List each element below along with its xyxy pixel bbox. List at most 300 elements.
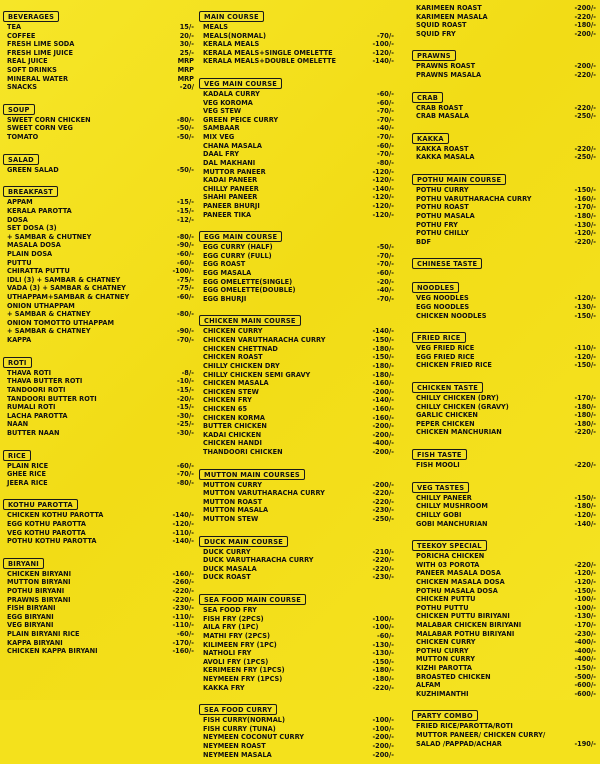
menu-item-price: -220/- xyxy=(372,683,394,692)
menu-item-name: NEYMEEN ROAST xyxy=(203,742,266,750)
menu-item-price: -220/- xyxy=(574,461,596,470)
menu-item-price: -200/- xyxy=(372,480,394,489)
menu-item xyxy=(412,731,598,740)
menu-item-price: -180/- xyxy=(372,674,394,683)
menu-item xyxy=(3,250,196,259)
menu-item-price: -70/- xyxy=(377,133,394,142)
section-heading: BREAKFAST xyxy=(3,186,58,197)
menu-item xyxy=(199,649,396,658)
menu-item-name: JEERA RICE xyxy=(7,478,48,487)
menu-item xyxy=(3,293,196,302)
menu-item-price: -150/- xyxy=(574,361,596,370)
menu-item xyxy=(199,431,396,440)
menu-item xyxy=(199,742,396,751)
menu-item xyxy=(3,470,196,479)
menu-item-name: KAKKA FRY xyxy=(203,683,245,692)
menu-item-price: -200/- xyxy=(372,430,394,439)
menu-item-name: MUTTON CURRY xyxy=(416,655,475,664)
menu-item xyxy=(412,411,598,420)
menu-item-price: -50/- xyxy=(377,243,394,252)
menu-item-name: KUZHIMANTHI xyxy=(416,689,469,698)
menu-item-name: EGG FRIED RICE xyxy=(416,352,475,361)
menu-item-price: -160/- xyxy=(574,194,596,203)
menu-item-name: CHICKEN CHETTNAD xyxy=(203,344,278,353)
menu-item-name: VEG FRIED RICE xyxy=(416,344,475,353)
menu-item xyxy=(199,40,396,49)
section-heading: FRIED RICE xyxy=(412,332,466,343)
menu-item xyxy=(3,596,196,605)
menu-item-name: EGG OMELETTE(DOUBLE) xyxy=(203,286,296,295)
menu-item xyxy=(199,716,396,725)
menu-item xyxy=(3,327,196,336)
menu-item xyxy=(199,658,396,667)
menu-item-price: -140/- xyxy=(372,327,394,336)
menu-item-name: CHICKEN VARUTHARACHA CURRY xyxy=(203,336,326,345)
menu-item-name: BDF xyxy=(416,237,431,246)
menu-item xyxy=(199,481,396,490)
menu-item-name: CHILLY MUSHROOM xyxy=(416,502,488,511)
menu-item xyxy=(3,267,196,276)
menu-item-name: KERALA MEALS+DOUBLE OMELETTE xyxy=(203,57,336,66)
menu-item-price: -75/- xyxy=(177,284,194,293)
menu-item-price: -60/- xyxy=(177,249,194,258)
menu-item-name: KERIMEEN FRY (1PCS) xyxy=(203,666,285,675)
menu-item-price: -120/- xyxy=(574,294,596,303)
menu-item-price: -400/- xyxy=(574,646,596,655)
menu-item-price: -180/- xyxy=(574,211,596,220)
menu-item-name: MEALS xyxy=(203,23,229,31)
menu-item-name: KADALA CURRY xyxy=(203,90,260,99)
menu-item-price: -120/- xyxy=(372,193,394,202)
menu-item xyxy=(412,673,598,682)
menu-item-price: -250/- xyxy=(574,112,596,121)
menu-item xyxy=(199,725,396,734)
menu-section xyxy=(412,85,598,121)
menu-item-price: -220/- xyxy=(574,237,596,246)
menu-item-price: -40/- xyxy=(377,286,394,295)
menu-item xyxy=(412,186,598,195)
menu-item-name: FISH CURRY (TUNA) xyxy=(203,724,276,733)
menu-item xyxy=(412,71,598,80)
menu-item-price: -230/- xyxy=(372,573,394,582)
menu-item-name: CHILLY CHICKEN (DRY) xyxy=(416,394,499,403)
menu-item-price: -180/- xyxy=(574,502,596,511)
menu-item-price: -140/- xyxy=(372,184,394,193)
menu-item-name: FRESH LIME JUICE xyxy=(7,48,73,57)
menu-item xyxy=(3,133,196,142)
section-heading: SEA FOOD CURRY xyxy=(199,704,277,715)
menu-item-price: -140/- xyxy=(172,511,194,520)
section-heading: KAKKA xyxy=(412,133,449,144)
menu-item-price: -90/- xyxy=(177,241,194,250)
menu-column-2 xyxy=(199,4,396,764)
menu-item xyxy=(412,104,598,113)
menu-item-name: NAAN xyxy=(7,420,29,429)
menu-item-name: MUTTON MASALA xyxy=(203,506,269,515)
menu-item-price: -120/- xyxy=(372,201,394,210)
menu-item xyxy=(199,336,396,345)
menu-item xyxy=(412,62,598,71)
menu-item xyxy=(199,573,396,582)
menu-section xyxy=(412,43,598,79)
menu-item xyxy=(412,229,598,238)
menu-item-price: 15/- xyxy=(179,23,194,31)
menu-item-name: PANEER BHURJI xyxy=(203,201,260,210)
menu-item-name: AILA FRY (1PC) xyxy=(203,623,259,632)
menu-section xyxy=(412,533,598,698)
menu-item-price: -170/- xyxy=(574,394,596,403)
menu-item xyxy=(199,159,396,168)
menu-item-price: -170/- xyxy=(574,620,596,629)
menu-item xyxy=(412,21,598,30)
menu-item-name: MUTTON VARUTHARACHA CURRY xyxy=(203,489,325,498)
menu-item-name: FISH BIRYANI xyxy=(7,604,56,613)
menu-item-name: CHILLY CHICKEN DRY xyxy=(203,361,280,370)
section-heading: BEVERAGES xyxy=(3,11,59,22)
menu-item xyxy=(199,556,396,565)
menu-item-price: 30/- xyxy=(179,40,194,49)
menu-item-name: THAVA BUTTER ROTI xyxy=(7,377,83,386)
menu-item-name: MATHI FRY (2PCS) xyxy=(203,631,270,640)
menu-item-name: DAAL FRY xyxy=(203,150,239,159)
menu-item-name: MALABAR CHICKEN BIRIYANI xyxy=(416,620,522,629)
menu-item xyxy=(412,740,598,749)
menu-item-price: -60/- xyxy=(177,630,194,639)
menu-item-price: -60/- xyxy=(177,461,194,470)
menu-item xyxy=(199,176,396,185)
menu-item xyxy=(412,361,598,370)
menu-item-name: MUTTON STEW xyxy=(203,515,259,524)
menu-item-name: ONION UTHAPPAM xyxy=(7,301,75,310)
menu-item-price: -400/- xyxy=(372,439,394,448)
menu-item xyxy=(199,99,396,108)
menu-item-name: EGG CURRY (HALF) xyxy=(203,243,273,252)
menu-item-price: MRP xyxy=(177,57,194,66)
menu-item-name: BROASTED CHICKEN xyxy=(416,672,491,681)
menu-item-price: -100/- xyxy=(372,614,394,623)
menu-item-price: -60/- xyxy=(377,98,394,107)
menu-item-price: -110/- xyxy=(172,528,194,537)
menu-item xyxy=(199,278,396,287)
menu-item xyxy=(199,405,396,414)
menu-item xyxy=(199,185,396,194)
menu-item-name: CHILLY GOBI xyxy=(416,510,462,519)
menu-item-name: SAMBAAR xyxy=(203,124,240,133)
menu-section xyxy=(3,551,196,656)
menu-item-name: POTHU KOTHU PAROTTA xyxy=(7,537,97,546)
menu-item xyxy=(412,203,598,212)
menu-item-name: KAKKA MASALA xyxy=(416,153,475,162)
menu-item-name: + SAMBAR & CHATNEY xyxy=(7,327,91,336)
menu-item-price: -180/- xyxy=(372,361,394,370)
menu-item xyxy=(412,502,598,511)
section-heading: CHICKEN MAIN COURSE xyxy=(199,315,301,326)
menu-item-name: PRAWNS MASALA xyxy=(416,71,482,80)
menu-item-price: -70/- xyxy=(377,251,394,260)
menu-item-name: SNACKS xyxy=(7,83,37,92)
menu-item xyxy=(412,595,598,604)
menu-item-name: DOSA xyxy=(7,215,28,224)
menu-item-name: BUTTER CHICKEN xyxy=(203,422,267,431)
menu-item-price: -120/- xyxy=(372,210,394,219)
menu-item-name: CRAB MASALA xyxy=(416,112,469,121)
menu-item-name: VADA (3) + SAMBAR & CHATNEY xyxy=(7,284,126,293)
menu-item-price: -220/- xyxy=(372,564,394,573)
menu-item-price: -260/- xyxy=(172,578,194,587)
menu-item-name: CHICKEN PUTTU xyxy=(416,595,476,604)
menu-item xyxy=(412,153,598,162)
menu-item-price: -100/- xyxy=(172,267,194,276)
menu-item-name: CHICKEN ROAST xyxy=(203,353,263,362)
menu-item-price: -230/- xyxy=(574,629,596,638)
menu-item-name: CHICKEN CURRY xyxy=(203,327,263,336)
section-heading: ROTI xyxy=(3,357,32,368)
menu-section xyxy=(3,4,196,92)
menu-item xyxy=(3,511,196,520)
menu-item-name: CHICKEN MANCHURIAN xyxy=(416,428,502,437)
menu-item-price: -100/- xyxy=(574,603,596,612)
menu-item-price: -15/- xyxy=(177,385,194,394)
menu-item xyxy=(412,428,598,437)
menu-item-name: NEYMEEN MASALA xyxy=(203,750,272,759)
menu-item xyxy=(3,319,196,328)
menu-item-name: CHICKEN MASALA DOSA xyxy=(416,577,505,586)
menu-item-name: FISH MOOLI xyxy=(416,461,460,470)
section-heading: POTHU MAIN COURSE xyxy=(412,174,506,185)
menu-item xyxy=(412,569,598,578)
menu-item-price: -200/- xyxy=(372,422,394,431)
menu-item xyxy=(412,13,598,22)
menu-item xyxy=(199,211,396,220)
menu-section xyxy=(199,71,396,219)
menu-item xyxy=(412,420,598,429)
menu-item-name: POTHU ROAST xyxy=(416,203,469,212)
menu-item-name: EGG NOODLES xyxy=(416,302,470,311)
menu-item-price: MRP xyxy=(177,66,194,75)
menu-section xyxy=(412,4,598,38)
menu-item xyxy=(412,294,598,303)
menu-item-price: -40/- xyxy=(377,124,394,133)
menu-section xyxy=(3,179,196,344)
menu-column-3 xyxy=(412,4,598,753)
menu-item-name: PANEER MASALA DOSA xyxy=(416,569,501,578)
menu-item xyxy=(3,284,196,293)
section-heading: CHICKEN TASTE xyxy=(412,382,483,393)
menu-item-name: FRESH LIME SODA xyxy=(7,40,75,49)
menu-item xyxy=(3,23,196,32)
menu-item-price: -150/- xyxy=(372,336,394,345)
menu-item xyxy=(199,90,396,99)
menu-item xyxy=(3,336,196,345)
menu-item-price: -20/ xyxy=(179,83,194,92)
menu-item-name: GARLIC CHICKEN xyxy=(416,411,478,420)
menu-item-name: + SAMBAR & CHUTNEY xyxy=(7,232,92,241)
menu-item-name: PLAIN BIRYANI RICE xyxy=(7,630,80,639)
menu-item-price: -160/- xyxy=(372,404,394,413)
menu-item xyxy=(199,498,396,507)
menu-item xyxy=(412,630,598,639)
menu-item-price: -60/- xyxy=(377,631,394,640)
menu-item-price: -220/- xyxy=(574,560,596,569)
menu-item xyxy=(3,395,196,404)
menu-item-price: -120/- xyxy=(574,577,596,586)
menu-item-name: VEG KOTHU PAROTTA xyxy=(7,528,86,537)
menu-item-name: COFFEE xyxy=(7,31,36,40)
menu-section xyxy=(199,224,396,303)
menu-item-name: THANDOORI CHICKEN xyxy=(203,447,283,456)
menu-item xyxy=(412,212,598,221)
menu-item-name: APPAM xyxy=(7,198,33,207)
menu-item-price: -220/- xyxy=(372,556,394,565)
menu-item-name: MALABAR POTHU BIRIYANI xyxy=(416,629,515,638)
menu-item-name: CHILLY PANEER xyxy=(416,493,472,502)
menu-item-name: SEA FOOD FRY xyxy=(203,606,257,615)
menu-item xyxy=(412,552,598,561)
menu-item-price: -60/- xyxy=(377,269,394,278)
menu-section xyxy=(3,147,196,175)
menu-item-price: -15/- xyxy=(177,206,194,215)
menu-item-name: FISH CURRY(NORMAL) xyxy=(203,716,285,725)
menu-item-name: EGG MASALA xyxy=(203,269,252,278)
menu-item xyxy=(199,327,396,336)
menu-item xyxy=(199,733,396,742)
menu-item xyxy=(199,269,396,278)
menu-item-name: CHICKEN CURRY xyxy=(416,638,476,647)
menu-item-name: SOFT DRINKS xyxy=(7,66,57,75)
menu-item-price: -160/- xyxy=(172,569,194,578)
menu-item-price: -180/- xyxy=(372,666,394,675)
section-heading: VEG MAIN COURSE xyxy=(199,78,282,89)
menu-item-name: CHILLY CHICKEN (GRAVY) xyxy=(416,402,509,411)
menu-item xyxy=(3,241,196,250)
menu-item xyxy=(199,439,396,448)
menu-item-price: -70/- xyxy=(377,150,394,159)
section-heading: SALAD xyxy=(3,154,39,165)
menu-item xyxy=(3,83,196,92)
menu-item-price: -70/- xyxy=(377,115,394,124)
menu-item xyxy=(3,462,196,471)
menu-item xyxy=(199,345,396,354)
menu-item-name: VEG STEW xyxy=(203,107,242,116)
menu-item-price: -220/- xyxy=(574,71,596,80)
menu-item-price: -120/- xyxy=(574,352,596,361)
menu-item xyxy=(199,32,396,41)
menu-item-name: POTHU BIRYANI xyxy=(7,587,65,596)
menu-section xyxy=(412,375,598,437)
menu-item-name: FRIED RICE/PAROTTA/ROTI xyxy=(416,722,513,731)
menu-item-price: -80/- xyxy=(177,478,194,487)
menu-item xyxy=(412,394,598,403)
menu-item xyxy=(3,302,196,311)
menu-item-name: ALFAM xyxy=(416,681,441,690)
menu-item-price: -50/- xyxy=(177,124,194,133)
menu-item-name: POTHU CURRY xyxy=(416,646,469,655)
menu-item-name: MUTTOR PANEER xyxy=(203,167,266,176)
menu-item xyxy=(3,49,196,58)
menu-item-name: CHICKEN HANDI xyxy=(203,439,262,448)
menu-section xyxy=(412,703,598,748)
menu-item xyxy=(3,613,196,622)
menu-item-price: -110/- xyxy=(172,621,194,630)
menu-item-name: POTHU PUTTU xyxy=(416,603,469,612)
menu-item xyxy=(199,252,396,261)
menu-item-name: DUCK VARUTHARACHA CURRY xyxy=(203,556,314,565)
menu-item-name: SALAD /PAPPAD/ACHAR xyxy=(416,739,502,748)
menu-item-price: -200/- xyxy=(372,733,394,742)
menu-item xyxy=(199,295,396,304)
menu-item-name: EGG BHURJI xyxy=(203,294,247,303)
menu-item xyxy=(3,233,196,242)
menu-item-price: -80/- xyxy=(177,115,194,124)
menu-item-price: -230/- xyxy=(372,506,394,515)
section-heading: EGG MAIN COURSE xyxy=(199,231,282,242)
menu-item-name: SWEET CORN CHICKEN xyxy=(7,115,91,124)
menu-item xyxy=(3,639,196,648)
menu-item xyxy=(412,221,598,230)
section-heading: CHINESE TASTE xyxy=(412,258,482,269)
menu-item-price: -8/- xyxy=(181,368,194,377)
menu-item-name: PLAIN DOSA xyxy=(7,249,53,258)
menu-item xyxy=(412,578,598,587)
menu-item-name: + SAMBAR & CHATNEY xyxy=(7,310,91,319)
menu-item xyxy=(199,489,396,498)
menu-item xyxy=(3,647,196,656)
menu-item-price: -130/- xyxy=(372,640,394,649)
menu-item-price: -180/- xyxy=(574,411,596,420)
menu-item xyxy=(199,243,396,252)
menu-item-price: -60/- xyxy=(377,90,394,99)
menu-item-price: -80/- xyxy=(177,310,194,319)
menu-item-price: -70/- xyxy=(377,260,394,269)
menu-section xyxy=(199,697,396,759)
menu-item xyxy=(412,664,598,673)
menu-item-price: -200/- xyxy=(372,387,394,396)
menu-item-price: -400/- xyxy=(574,655,596,664)
menu-item-price: -180/- xyxy=(574,21,596,30)
menu-item xyxy=(199,751,396,760)
menu-item-name: CHILLY CHICKEN SEMI GRAVY xyxy=(203,370,311,379)
menu-item-name: MUTTOR PANEER/ CHICKEN CURRY/ xyxy=(416,731,546,740)
menu-item-price: -150/- xyxy=(372,657,394,666)
menu-item-price: -220/- xyxy=(172,595,194,604)
menu-item xyxy=(3,198,196,207)
menu-item xyxy=(199,448,396,457)
menu-item-price: -200/- xyxy=(574,4,596,12)
menu-item-name: VEG BIRYANI xyxy=(7,621,54,630)
menu-item-price: -150/- xyxy=(574,311,596,320)
menu-item-name: EGG KOTHU PAROTTA xyxy=(7,519,86,528)
menu-item-name: VEG NOODLES xyxy=(416,294,469,303)
menu-item-name: MUTTON CURRY xyxy=(203,480,262,489)
menu-item xyxy=(199,362,396,371)
menu-item xyxy=(3,587,196,596)
section-gap xyxy=(412,750,598,753)
menu-item-price: -220/- xyxy=(574,428,596,437)
menu-item xyxy=(199,23,396,32)
menu-item-price: -600/- xyxy=(574,689,596,698)
menu-item-price: -100/- xyxy=(372,40,394,49)
menu-item xyxy=(412,655,598,664)
menu-item-price: -180/- xyxy=(372,344,394,353)
menu-item xyxy=(199,142,396,151)
menu-item-name: IDLI (3) + SAMBAR & CHATNEY xyxy=(7,275,121,284)
menu-item xyxy=(3,276,196,285)
menu-item-price: -220/- xyxy=(574,103,596,112)
menu-item-price: -130/- xyxy=(574,302,596,311)
menu-item-name: CHICKEN PUTTU BIRIYANI xyxy=(416,612,510,621)
menu-item xyxy=(199,515,396,524)
menu-item-price: -120/- xyxy=(574,569,596,578)
